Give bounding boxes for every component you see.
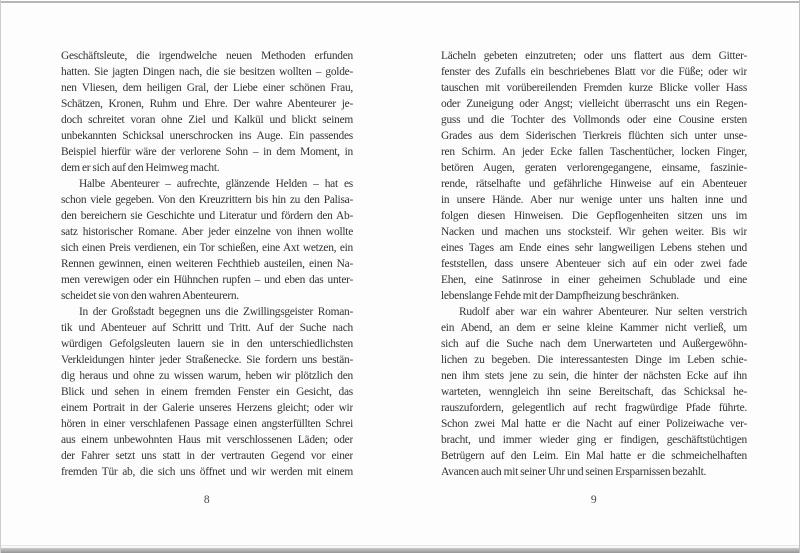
- text-line: Blick und sehen in einem fremden Fenster ein Gesicht, das: [61, 386, 353, 398]
- text-line: hatten. Sie jagten Dingen nach, die sie besitzen wollten – golde-: [61, 66, 353, 78]
- text-line: hören in einer verschlafenen Passage einen angsterfüllten Schrei: [61, 418, 353, 430]
- text-line: nen ihm stets jene zu sein, die hinter der nächsten Ecke auf ihn: [441, 370, 747, 382]
- text-line: Halbe Abenteurer – aufrechte, glänzende Helden – hat es: [79, 178, 353, 190]
- text-line: Schätzen, Kronen, Ruhm und Ehre. Der wahre Abenteurer je-: [61, 98, 353, 110]
- text-line: eines Tages am Ende eines sehr langweiligen Lebens stehen und: [441, 242, 747, 254]
- text-line: den bereichern sie Geschichte und Literatur und fördern den Ab-: [61, 210, 353, 222]
- text-line: guss und die Tochter des Vollmonds oder eine Cousine ersten: [441, 114, 747, 126]
- text-line: doch schreitet voran ohne Ziel und Kalkül und blickt seinem: [61, 114, 353, 126]
- text-line: Betrügern auf den Leim. Ein Mal hatte er die schmeichelhaften: [441, 450, 747, 462]
- book-page-left: [61, 48, 353, 506]
- text-line: ren Schirm. An jeder Ecke fallen Taschentücher, locken Finger,: [441, 146, 747, 158]
- text-line: schon viele gegeben. Von den Kreuzrittern bis hin zu den Palisa-: [61, 194, 353, 206]
- page-text-left: [61, 48, 353, 480]
- text-line: Nacken und machen uns stocksteif. Wir gehen weiter. Bis wir: [441, 226, 747, 238]
- text-line: rende, rätselhafte und gefährliche Hinweise auf ein Abenteuer: [441, 178, 747, 190]
- text-line: tik und Abenteuer auf Schritt und Tritt. Auf der Suche nach: [61, 322, 353, 334]
- text-line: unbekannten Schicksal unerschrocken ins Auge. Ein passendes: [61, 130, 353, 142]
- text-line: Rennen gewinnen, einen weiteren Fechthieb austeilen, einen Na-: [61, 258, 353, 270]
- text-line: Beispiel hierfür wäre der verlorene Sohn – in dem Moment, in: [61, 146, 353, 158]
- text-line: lichen zu begeben. Die interessantesten Dinge im Leben schie-: [441, 354, 747, 366]
- text-line: Lächeln gebeten einzutreten; oder uns flattert aus dem Gitter-: [441, 50, 747, 62]
- text-line: betören Augen, geraten verlorengegangene, einsame, faszinie-: [441, 162, 747, 174]
- text-line: aus einem unbewohnten Haus mit verschlossenen Läden; oder: [61, 434, 353, 446]
- text-line: sich auf die Suche nach dem Unerwarteten und Außergewöhn-: [441, 338, 747, 350]
- text-line: nen Vliesen, dem heiligen Gral, der Liebe einer schönen Frau,: [61, 82, 353, 94]
- page-text-right: [441, 48, 747, 480]
- page-number-right: 9: [590, 494, 598, 506]
- text-line: satz historischer Romane. Aber jeder einzelne von ihnen wollte: [61, 226, 353, 238]
- text-line: warteten, wenngleich ihn seine Bereitschaft, das Schicksal he-: [441, 386, 747, 398]
- text-line: Ehen, eine Satinrose in einer geheimen Schublade und eine: [441, 274, 747, 286]
- text-line: men verewigen oder ein Hühnchen rupfen – und eben das unter-: [61, 274, 353, 286]
- text-line: scheidet sie von den wahren Abenteurern.: [61, 290, 239, 302]
- text-line: oder Zuneigung oder Angst; vielleicht überrascht uns ein Regen-: [441, 98, 747, 110]
- text-line: Grades aus dem Siderischen Tierkreis flüchten sich unter unse-: [441, 130, 747, 142]
- text-line: Avancen auch mit seiner Uhr und seinen Ersparnissen bezahlt.: [441, 466, 707, 478]
- text-line: dig heraus und ohne zu wissen warum, heben wir plötzlich den: [61, 370, 353, 382]
- text-line: feststellen, dass unsere Abenteuer sich auf ein oder zwei fade: [441, 258, 747, 270]
- window-top-border: [1, 0, 799, 5]
- text-line: Schon zwei Mal hatte er die Nacht auf einer Polizeiwache ver-: [441, 418, 747, 430]
- page-number-left: 8: [203, 494, 211, 506]
- text-line: tauschen mit vorübereilenden Fremden kurze Blicke voller Hass: [441, 82, 747, 94]
- text-line: Geschäftsleute, die irgendwelche neuen Methoden erfunden: [61, 50, 353, 62]
- text-line: fenster des Zufalls ein beschriebenes Blatt vor die Füße; oder wir: [441, 66, 747, 78]
- text-line: würdigen Gefolgsleuten lauern sie in den unterschiedlichsten: [61, 338, 353, 350]
- text-line: Rudolf aber war ein wahrer Abenteurer. Nur selten verstrich: [459, 306, 747, 318]
- text-line: in unsere Hände. Aber nur wenige unter uns halten inne und: [441, 194, 747, 206]
- text-line: sich einen Preis verdienen, ein Tor schießen, eine Axt wetzen, ein: [61, 242, 353, 254]
- text-line: ein Abend, an dem er seine kleine Kammer nicht verließ, um: [441, 322, 747, 334]
- text-line: rauszufordern, gelegentlich auf recht fragwürdige Pfade führte.: [441, 402, 747, 414]
- text-line: dem er sich auf den Heimweg macht.: [61, 162, 220, 174]
- text-line: lebenslange Fehde mit der Dampfheizung beschränken.: [441, 290, 679, 302]
- book-page-right: [441, 48, 747, 506]
- text-line: fremden Tür ab, die sich uns öffnet und wir werden mit einem: [61, 466, 353, 478]
- window-bottom-border: [1, 544, 799, 553]
- text-line: folgen diesen Hinweisen. Die Gepflogenheiten sitzen uns im: [441, 210, 747, 222]
- text-line: einem Portrait in der Galerie unseres Herzens gleicht; oder wir: [61, 402, 353, 414]
- text-line: der Fahrer setzt uns statt in der vertrauten Gegend vor einer: [61, 450, 353, 462]
- text-line: bracht, und immer wieder ging er findigen, geschäftstüchtigen: [441, 434, 747, 446]
- text-line: Verkleidungen hinter jeder Straßenecke. Sie fordern uns bestän-: [61, 354, 353, 366]
- text-line: In der Großstadt begegnen uns die Zwillingsgeister Roman-: [79, 306, 353, 318]
